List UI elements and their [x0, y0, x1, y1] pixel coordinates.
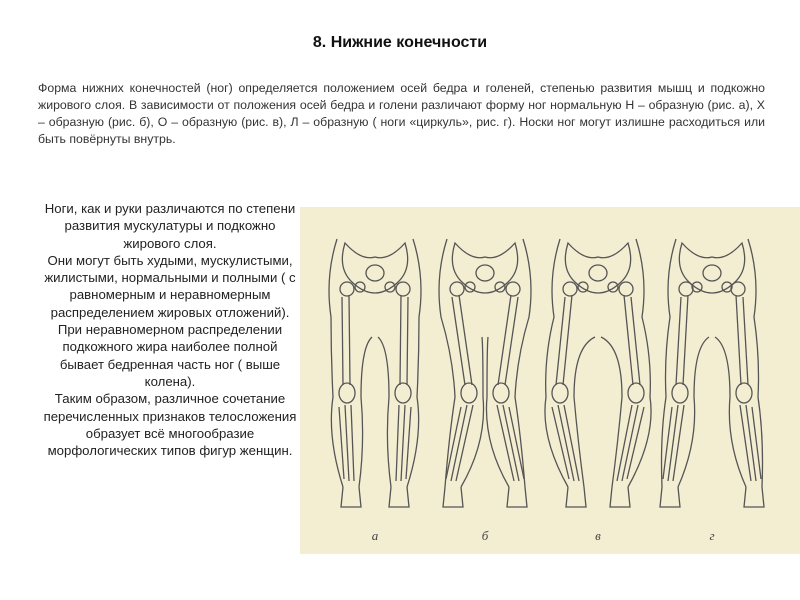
obturator-foramen — [355, 282, 365, 292]
foot-outline — [443, 487, 463, 507]
obturator-foramen — [578, 282, 588, 292]
knee-joint — [493, 383, 509, 403]
knee-joint — [736, 383, 752, 403]
foot-outline — [744, 487, 764, 507]
leg-outer-contour — [545, 239, 568, 487]
page-title: 8. Нижние конечности — [312, 34, 488, 51]
leg-outer-contour — [329, 239, 343, 487]
femur-line — [407, 297, 408, 385]
leg-figure-4 — [660, 239, 764, 543]
foot-outline — [566, 487, 586, 507]
knee-joint — [552, 383, 568, 403]
femur-line — [498, 295, 511, 385]
femur-line — [676, 297, 681, 385]
femur-line — [556, 297, 565, 385]
figure-label: а — [371, 528, 379, 543]
tibia-line — [396, 405, 399, 481]
knee-joint — [672, 383, 688, 403]
tibia-line — [345, 405, 349, 481]
pelvis-opening — [703, 265, 721, 281]
knee-joint — [339, 383, 355, 403]
femur-head — [563, 282, 577, 296]
figure-label: г — [709, 528, 715, 543]
leg-figure-3 — [545, 239, 651, 543]
femur-head — [619, 282, 633, 296]
femur-head — [506, 282, 520, 296]
side-paragraph-2: Они могут быть худыми, мускулистыми, жилистыми, нормальными и полными ( с равномерным и неравномерным распределением жировых отложений). При неравномерном распределении подкожного жира наиболее полной бывает бедренная часть ног ( выше колена). — [44, 252, 296, 389]
foot-outline — [660, 487, 680, 507]
foot-outline — [610, 487, 630, 507]
leg-shapes-illustration — [300, 207, 800, 554]
knee-joint — [395, 383, 411, 403]
pelvis-opening — [476, 265, 494, 281]
femur-head — [340, 282, 354, 296]
foot-outline — [341, 487, 361, 507]
leg-inner-contour — [359, 337, 372, 487]
femur-line — [736, 295, 741, 385]
leg-inner-contour — [574, 337, 595, 487]
leg-inner-contour — [601, 337, 622, 487]
obturator-foramen — [608, 282, 618, 292]
leg-outer-contour — [407, 239, 421, 487]
leg-inner-contour — [486, 337, 509, 487]
pelvis-opening — [589, 265, 607, 281]
tibia-line — [673, 405, 684, 481]
knee-joint — [628, 383, 644, 403]
leg-shapes-drawing — [300, 207, 800, 554]
femur-line — [631, 297, 640, 385]
obturator-foramen — [692, 282, 702, 292]
figure-label: б — [481, 528, 489, 543]
leg-outer-contour — [628, 239, 651, 487]
side-text — [42, 200, 298, 459]
fibula-line — [339, 407, 344, 479]
obturator-foramen — [722, 282, 732, 292]
foot-outline — [507, 487, 527, 507]
fibula-line — [752, 407, 761, 479]
pelvis-outline — [565, 243, 630, 293]
leg-figure-1 — [329, 239, 421, 543]
tibia-line — [668, 405, 678, 481]
femur-line — [342, 297, 343, 385]
femur-line — [683, 295, 688, 385]
leg-figure-2 — [439, 239, 531, 543]
femur-line — [505, 297, 518, 385]
obturator-foramen — [465, 282, 475, 292]
leg-outer-contour — [748, 239, 763, 487]
knee-joint — [461, 383, 477, 403]
pelvis-outline — [452, 243, 517, 293]
femur-line — [452, 297, 465, 385]
tibia-line — [740, 405, 751, 481]
fibula-line — [406, 407, 411, 479]
tibia-line — [351, 405, 354, 481]
femur-head — [396, 282, 410, 296]
pelvis-opening — [366, 265, 384, 281]
tibia-line — [746, 405, 756, 481]
obturator-foramen — [495, 282, 505, 292]
obturator-foramen — [385, 282, 395, 292]
femur-line — [459, 295, 472, 385]
side-paragraph-1: Ноги, как и руки различаются по степени развития мускулатуры и подкожно жирового слоя. — [44, 201, 296, 251]
tibia-line — [401, 405, 405, 481]
leg-inner-contour — [461, 337, 484, 487]
side-paragraph-3: Таким образом, различное сочетание перечисленных признаков телосложения образует всё многообразие морфологических типов фигур женщин. — [43, 391, 297, 459]
femur-head — [450, 282, 464, 296]
figure-label: в — [595, 528, 601, 543]
leg-outer-contour — [662, 239, 677, 487]
foot-outline — [389, 487, 409, 507]
intro-paragraph: Форма нижних конечностей (ног) определяется положением осей бедра и голеней, степенью развития мышц и подкожно жирового слоя. В зависимости от положения осей бедра и голени различают форму ног нормальную Н – образную (рис. а), Х – образную (рис. б), О – образную (рис. в), Л – образную ( ноги «циркуль», рис. г). Носки ног могут излишне расходиться или быть повёрнуты внутрь. — [38, 81, 765, 146]
leg-inner-contour — [378, 337, 391, 487]
femur-line — [400, 295, 401, 385]
femur-line — [349, 295, 350, 385]
pelvis-outline — [342, 243, 407, 293]
pelvis-outline — [679, 243, 744, 293]
femur-line — [743, 297, 748, 385]
fibula-line — [663, 407, 672, 479]
